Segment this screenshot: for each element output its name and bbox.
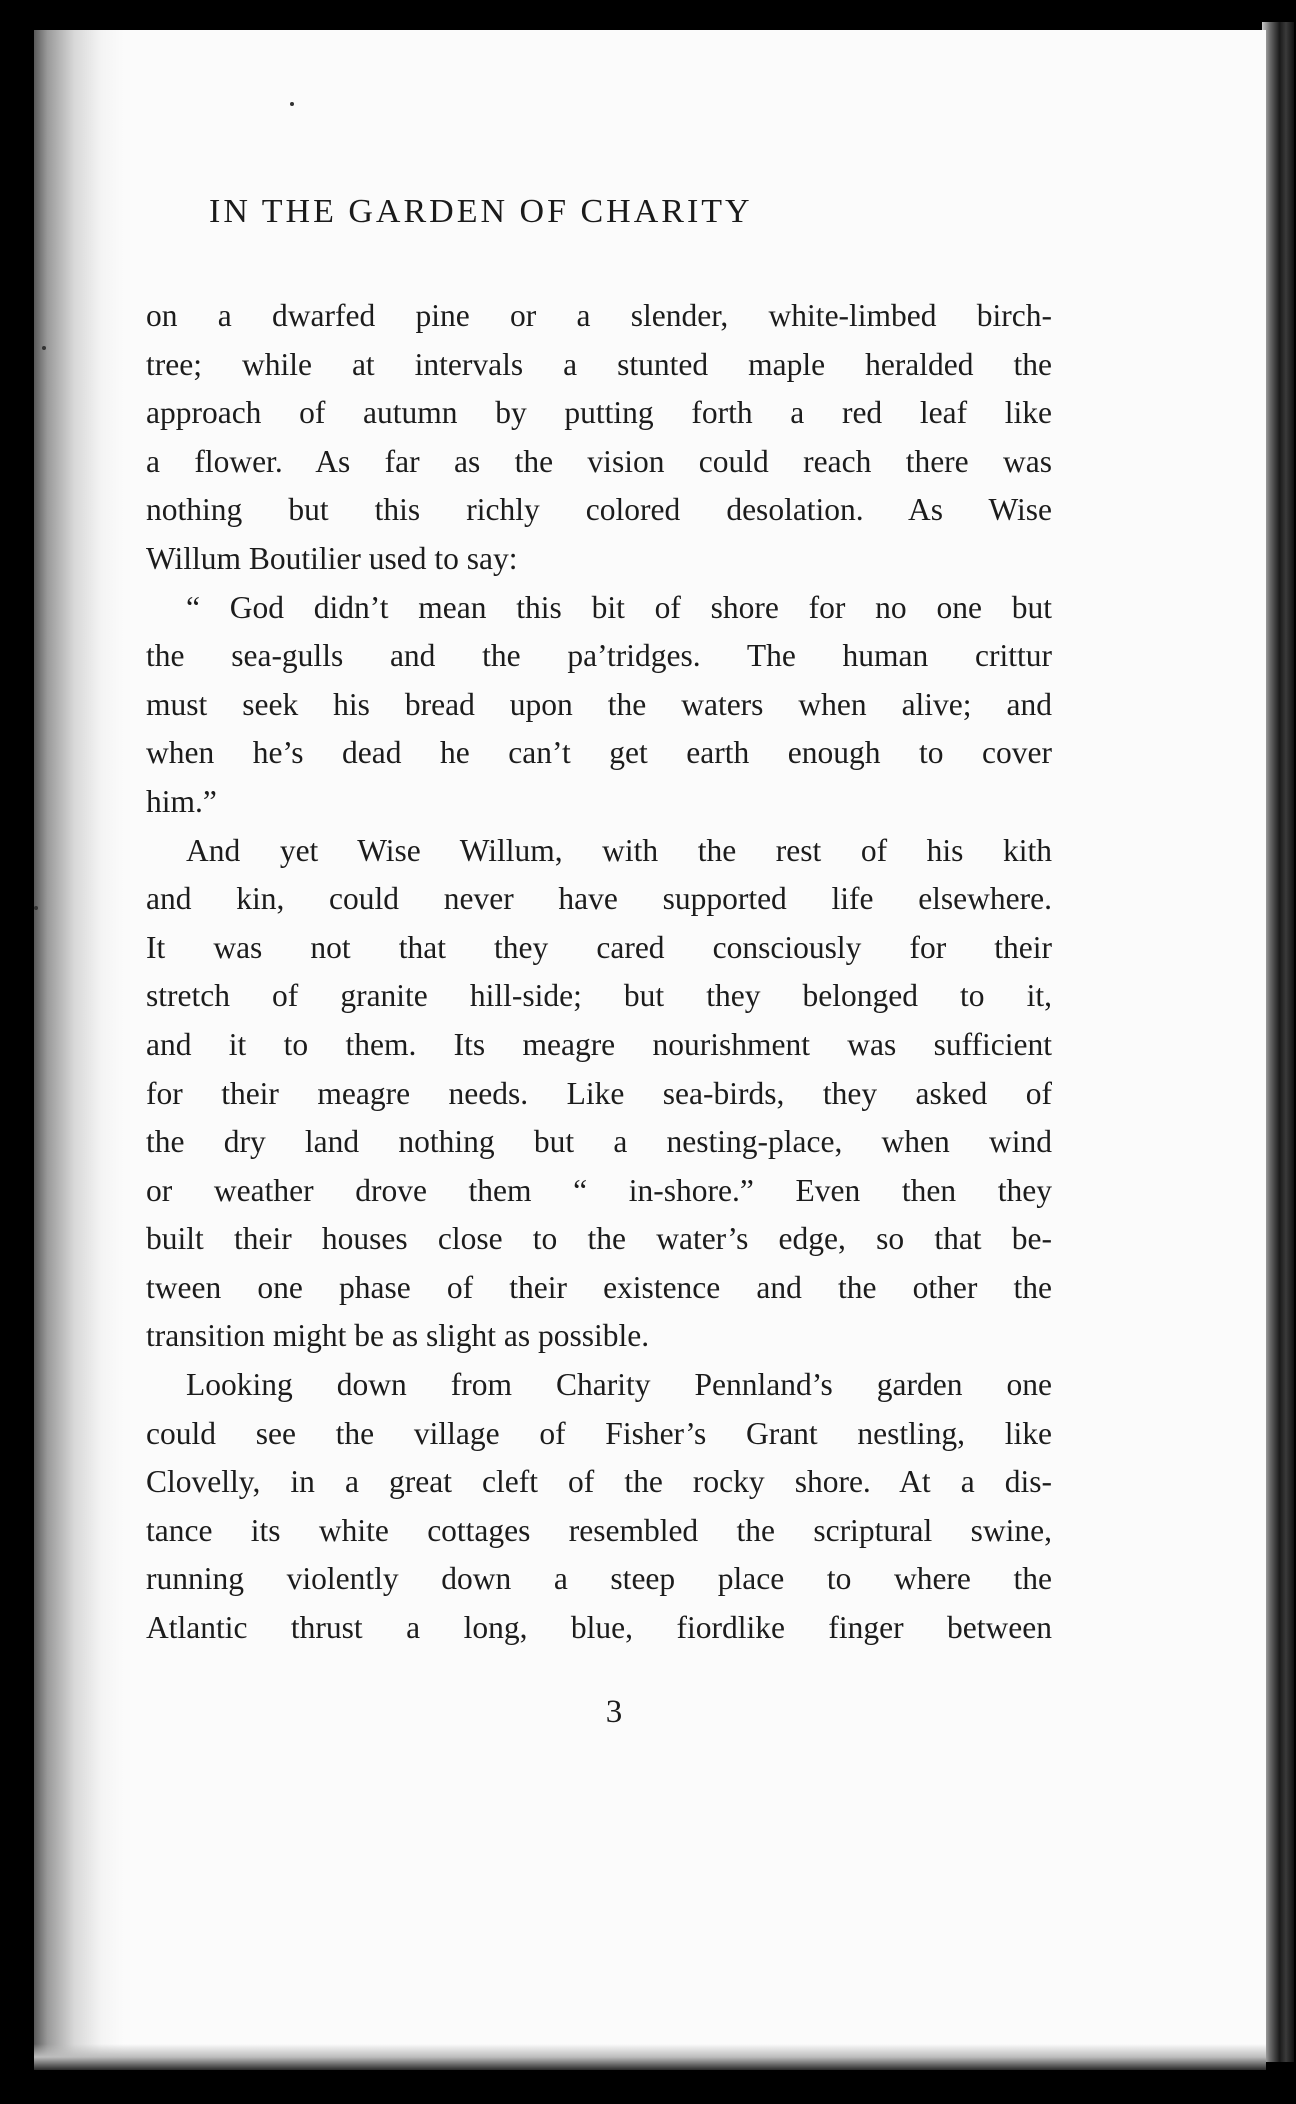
text-line: And yet Wise Willum, with the rest of his kith xyxy=(186,832,1052,868)
text-line: “ God didn’t mean this bit of shore for no one but xyxy=(186,589,1052,625)
gutter-shadow xyxy=(34,30,124,2070)
text-line: must seek his bread upon the waters when alive; and xyxy=(146,686,1052,722)
text-line: the dry land nothing but a nesting-place, when wind xyxy=(146,1124,1052,1160)
text-line: Willum Boutilier used to say: xyxy=(146,540,518,576)
text-line: for their meagre needs. Like sea-birds, they asked of xyxy=(146,1075,1052,1111)
ink-speck xyxy=(34,906,38,910)
page-number: 3 xyxy=(605,1694,623,1730)
text-line: built their houses close to the water’s edge, so that be- xyxy=(146,1221,1052,1257)
text-line: and kin, could never have supported life elsewhere. xyxy=(146,881,1052,917)
bottom-page-edge xyxy=(34,2044,1266,2070)
text-line: nothing but this richly colored desolation. As Wise xyxy=(146,492,1052,528)
page-edges xyxy=(1262,22,1294,2062)
text-line: Atlantic thrust a long, blue, fiordlike finger between xyxy=(146,1610,1052,1646)
text-line: Clovelly, in a great cleft of the rocky shore. At a dis- xyxy=(146,1464,1052,1500)
text-line: the sea-gulls and the pa’tridges. The human crittur xyxy=(146,638,1052,674)
text-line: on a dwarfed pine or a slender, white-limbed birch- xyxy=(146,298,1052,333)
text-line: and it to them. Its meagre nourishment was sufficient xyxy=(146,1026,1052,1062)
text-line: tree; while at intervals a stunted maple heralded the xyxy=(146,346,1052,382)
text-line: or weather drove them “ in-shore.” Even then they xyxy=(146,1172,1052,1208)
text-line: running violently down a steep place to where the xyxy=(146,1561,1052,1597)
text-line: approach of autumn by putting forth a red leaf like xyxy=(146,395,1052,431)
running-head: IN THE GARDEN OF CHARITY xyxy=(209,193,753,230)
ink-speck xyxy=(290,102,294,106)
text-line: transition might be as slight as possible. xyxy=(146,1318,650,1354)
text-line: him.” xyxy=(146,783,217,819)
ink-speck xyxy=(42,346,46,350)
text-line: when he’s dead he can’t get earth enough to cover xyxy=(146,735,1052,771)
text-line: It was not that they cared consciously for their xyxy=(146,929,1052,965)
text-line: Looking down from Charity Pennland’s garden one xyxy=(186,1367,1052,1403)
text-line: stretch of granite hill-side; but they belonged to it, xyxy=(146,978,1052,1014)
text-line: a flower. As far as the vision could reach there was xyxy=(146,443,1052,479)
text-line: could see the village of Fisher’s Grant nestling, like xyxy=(146,1415,1052,1451)
page xyxy=(34,30,1266,2070)
text-line: tance its white cottages resembled the scriptural swine, xyxy=(146,1512,1052,1548)
text-line: tween one phase of their existence and the other the xyxy=(146,1269,1052,1305)
body-text xyxy=(146,292,1052,1653)
